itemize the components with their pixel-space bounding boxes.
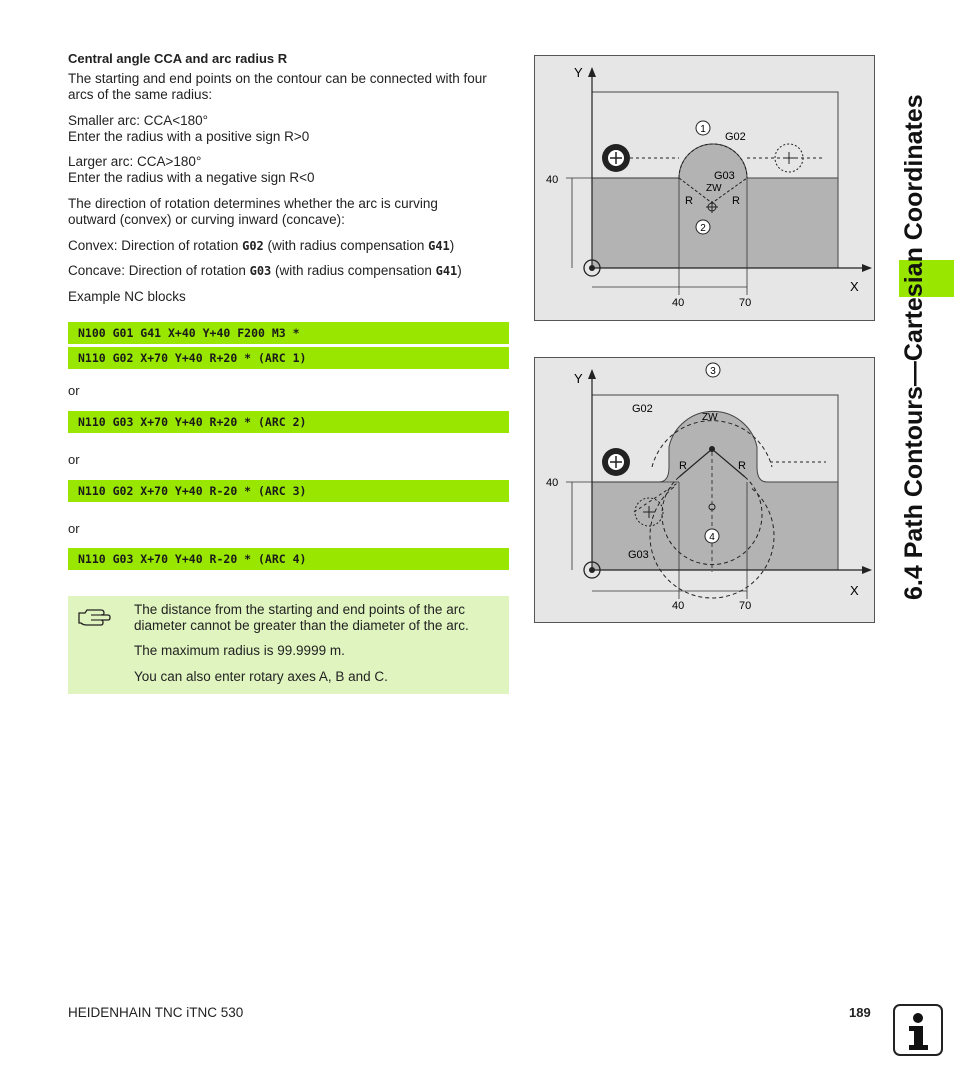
or-label: or bbox=[68, 521, 80, 536]
figure-arc-small bbox=[534, 55, 875, 321]
intro-paragraph: The starting and end points on the contour can be connected with four arcs of the same radius: bbox=[68, 71, 487, 102]
note-text-3: You can also enter rotary axes A, B and C. bbox=[134, 669, 388, 684]
marker-3-label: 3 bbox=[710, 366, 716, 377]
rotation-paragraph: The direction of rotation determines whether the arc is curving outward (convex) or curving inward (concave): bbox=[68, 196, 438, 227]
milling-cutter-icon bbox=[602, 448, 630, 476]
label-g03: G03 bbox=[714, 170, 735, 182]
x-tick-70: 70 bbox=[739, 297, 752, 309]
smaller-arc-paragraph: Smaller arc: CCA<180° Enter the radius with a positive sign R>0 bbox=[68, 113, 310, 144]
larger-arc-paragraph: Larger arc: CCA>180° Enter the radius with a negative sign R<0 bbox=[68, 154, 315, 185]
label-zw: ZW bbox=[706, 183, 722, 194]
footer-product: HEIDENHAIN TNC iTNC 530 bbox=[68, 1005, 244, 1020]
y-axis-label: Y bbox=[574, 65, 583, 80]
x-tick-70: 70 bbox=[739, 600, 752, 612]
marker-2-label: 2 bbox=[700, 223, 706, 234]
x-axis-label: X bbox=[850, 583, 859, 598]
marker-4-label: 4 bbox=[709, 532, 715, 543]
example-label: Example NC blocks bbox=[68, 289, 186, 304]
note-text-2: The maximum radius is 99.9999 m. bbox=[134, 643, 345, 658]
chapter-side-title: 6.4 Path Contours—Cartesian Coordinates bbox=[900, 94, 928, 600]
code-block-arc2: N110 G03 X+70 Y+40 R+20 * (ARC 2) bbox=[68, 411, 509, 433]
x-tick-40: 40 bbox=[672, 297, 685, 309]
page-number: 189 bbox=[849, 1005, 871, 1020]
figure-arc-large bbox=[534, 357, 875, 623]
milling-cutter-icon bbox=[602, 144, 630, 172]
label-zw: ZW bbox=[702, 412, 718, 423]
label-r-right: R bbox=[738, 460, 746, 472]
concave-paragraph: Concave: Direction of rotation G03 (with radius compensation G41) bbox=[68, 263, 462, 278]
note-text-1: The distance from the starting and end points of the arc diameter cannot be greater than the diameter of the arc. bbox=[134, 602, 469, 633]
label-g02: G02 bbox=[632, 403, 653, 415]
code-block-arc3: N110 G02 X+70 Y+40 R-20 * (ARC 3) bbox=[68, 480, 509, 502]
note-box bbox=[68, 596, 509, 694]
convex-paragraph: Convex: Direction of rotation G02 (with radius compensation G41) bbox=[68, 238, 455, 253]
code-block-arc4: N110 G03 X+70 Y+40 R-20 * (ARC 4) bbox=[68, 548, 509, 570]
label-r-left: R bbox=[679, 460, 687, 472]
label-g03: G03 bbox=[628, 549, 649, 561]
label-g02: G02 bbox=[725, 131, 746, 143]
label-r-right: R bbox=[732, 195, 740, 207]
x-axis-label: X bbox=[850, 279, 859, 294]
info-icon bbox=[893, 1004, 943, 1056]
or-label: or bbox=[68, 452, 80, 467]
y-tick-40: 40 bbox=[546, 477, 559, 489]
pointing-hand-icon bbox=[77, 605, 111, 629]
y-axis-label: Y bbox=[574, 371, 583, 386]
y-tick-40: 40 bbox=[546, 174, 559, 186]
label-r-left: R bbox=[685, 195, 693, 207]
or-label: or bbox=[68, 383, 80, 398]
marker-1-label: 1 bbox=[700, 124, 706, 135]
code-block-n100: N100 G01 G41 X+40 Y+40 F200 M3 * bbox=[68, 322, 509, 344]
code-block-arc1: N110 G02 X+70 Y+40 R+20 * (ARC 1) bbox=[68, 347, 509, 369]
x-tick-40: 40 bbox=[672, 600, 685, 612]
section-heading: Central angle CCA and arc radius R bbox=[68, 51, 288, 66]
